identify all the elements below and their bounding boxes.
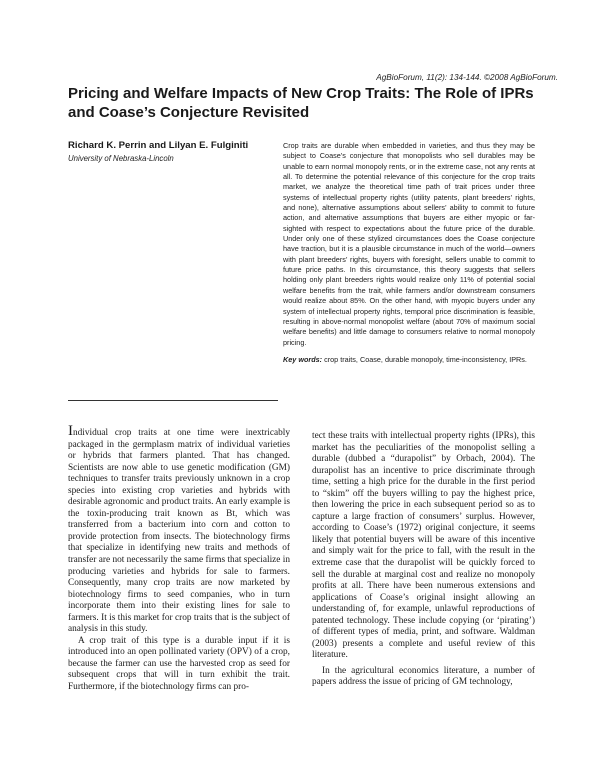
- keywords: [283, 355, 535, 365]
- body-paragraph: A crop trait of this type is a durable input if it is introduced into an open pollinated variety (OPV) of a crop, because the farmer can use the harvested crop as seed for subsequent crops that will in turn exhibit the trait. Furthermore, if the biotechnology firms can pro-: [68, 635, 290, 693]
- keywords-text: crop traits, Coase, durable monopoly, time-inconsistency, IPRs.: [322, 355, 527, 364]
- abstract: Crop traits are durable when embedded in varieties, and thus they may be subject to Coase’s conjecture that monopolists who sell durables may be unable to earn normal monopoly rents, or in the extreme case, not any rents at all. To determine the potential relevance of this conjecture for the crop traits market, we analyze the theoretical time path of trait prices under three systems of intellectual property rights (utility patents, plant breeders’ rights, and none), alternative assumptions about sellers’ ability to commit to future action, and alternative assumptions that buyers are either myopic or far-sighted with respect to expectations about the future price of the durable. Under only one of these stylized circumstances does the Coase conjecture have traction, but it is a plausible circumstance in much of the world—owners with plant breeders’ rights, buyers with foresight, sellers unable to commit to future price paths. In this circumstance, this theory suggests that sellers holding only plant breeders rights would realize only 11% of potential social welfare benefits from the trait, while farmers and/or downstream consumers would realize about 85%. On the other hand, with myopic buyers under any system of intellectual property rights, temporal price discrimination is feasible, resulting in above-normal monopolist welfare (about 70% of maximum social welfare benefits) and little damage to consumers relative to normal monopoly pricing.: [283, 141, 535, 347]
- affiliation: University of Nebraska-Lincoln: [68, 154, 174, 163]
- keywords-label: Key words:: [283, 355, 323, 364]
- drop-cap: I: [68, 423, 73, 439]
- body-paragraph: In the agricultural economics literature, a number of papers address the issue of pricing of GM technology,: [312, 665, 535, 688]
- body-paragraph: tect these traits with intellectual property rights (IPRs), this market has the peculiarities of the monopolist selling a durable (dubbed a “durapolist” by Orbach, 2004). The durapolist has an incentive to price discriminate through time, setting a high price for the durable in the first period to “skim” off the buyers willing to pay the highest price, then lowering the price in each subsequent period so as to capture a large fraction of consumers’ surplus. However, according to Coase’s (1972) original conjecture, it seems likely that potential buyers will be aware of this incentive and simply wait for the price to fall, with the result in the extreme case that the durapolist will be quickly forced to sell the durable at marginal cost and realize no monopoly profits at all. There have been numerous extensions and applications of Coase’s original insight allowing an understanding of, for example, unlawful reproductions of patented technology. These include copying (or ‘pirating’) of different types of media, print, and software. Waldman (2003) presents a complete and useful review of this literature.: [312, 431, 535, 661]
- authors: Richard K. Perrin and Lilyan E. Fulginiti: [68, 140, 249, 151]
- body-column-right: [312, 431, 535, 689]
- body-paragraph: [68, 423, 290, 636]
- running-head: AgBioForum, 11(2): 134-144. ©2008 AgBioForum.: [376, 73, 558, 82]
- body-paragraph-text: ndividual crop traits at one time were inextricably packaged in the germplasm matrix of individual varieties or hybrids that farmers planted. That has changed. Scientists are now able to use genetic modification (GM) techniques to transfer traits previously unknown in a crop species into existing crop varieties and hybrids with desirable agronomic and product traits. An early example is the toxin-producing trait known as Bt, which was transferred from a bacterium into corn and cotton to provide protection from insects. The biotechnology firms that specialize in identifying new traits and methods of transfer are not necessarily the same firms that specialize in producing varieties and hybrids for sale to farmers. Consequently, many crop traits are now marketed by biotechnology firms to seed companies, who in turn incorporate them into their existing lines for sale to farmers. It is this market for crop traits that is the subject of analysis in this study.: [68, 428, 290, 635]
- section-divider: [68, 400, 278, 401]
- article-title: Pricing and Welfare Impacts of New Crop Traits: The Role of IPRs and Coase’s Conjecture Revisited: [68, 85, 534, 121]
- body-column-left: [68, 423, 290, 694]
